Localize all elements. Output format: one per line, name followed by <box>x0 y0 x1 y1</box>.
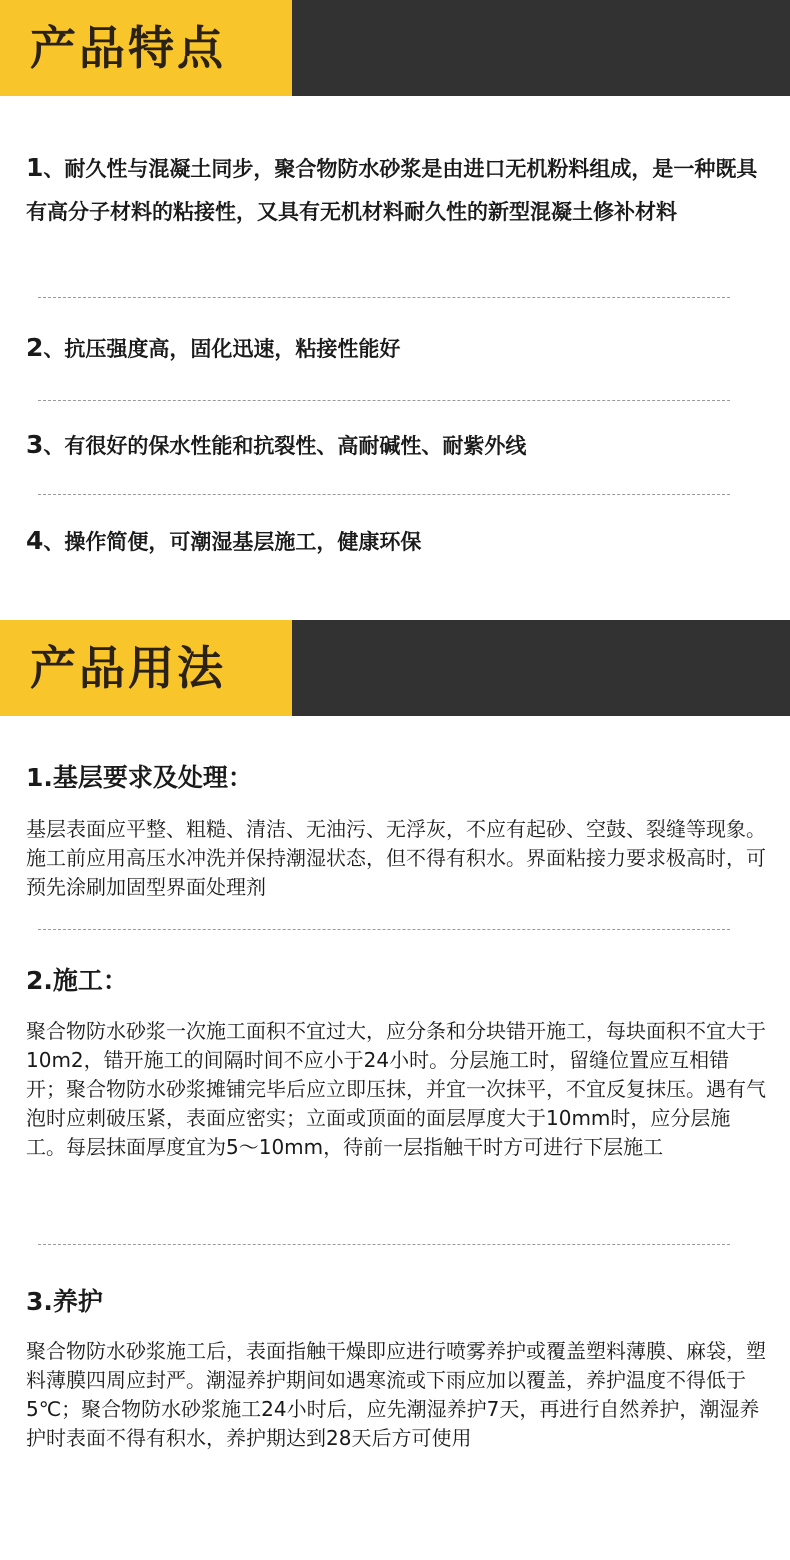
feature-number: 2 <box>26 333 44 362</box>
feature-item-3 <box>26 423 766 468</box>
divider <box>38 929 730 930</box>
divider <box>38 1244 730 1245</box>
banner-dark-block <box>292 620 790 716</box>
divider <box>38 494 730 495</box>
step-heading-3: 3.养护 <box>26 1287 103 1316</box>
feature-text: 、有很好的保水性能和抗裂性、高耐碱性、耐紫外线 <box>43 434 527 458</box>
feature-text: 、抗压强度高，固化迅速，粘接性能好 <box>43 337 401 361</box>
step-text-3: 聚合物防水砂浆施工后，表面指触干燥即应进行喷雾养护或覆盖塑料薄膜、麻袋，塑料薄膜四周应封严。潮湿养护期间如遇寒流或下雨应加以覆盖，养护温度不得低于5℃；聚合物防水砂浆施工24小时后，应先潮湿养护7天，再进行自然养护，潮湿养护时表面不得有积水，养护期达到28天后方可使用 <box>26 1339 766 1450</box>
usage-banner <box>0 620 790 716</box>
feature-text: 、操作简便，可潮湿基层施工，健康环保 <box>43 530 422 554</box>
banner-dark-block <box>292 0 790 96</box>
feature-number: 3 <box>26 430 44 459</box>
step-heading-2: 2.施工： <box>26 966 128 995</box>
step-text-1: 基层表面应平整、粗糙、清洁、无油污、无浮灰，不应有起砂、空鼓、裂缝等现象。施工前应用高压水冲洗并保持潮湿状态，但不得有积水。界面粘接力要求极高时，可预先涂刷加固型界面处理剂 <box>26 817 766 899</box>
divider <box>38 297 730 298</box>
feature-number: 1 <box>26 153 44 182</box>
features-title: 产品特点 <box>30 21 226 75</box>
step-text-2: 聚合物防水砂浆一次施工面积不宜过大，应分条和分块错开施工，每块面积不宜大于10m2，错开施工的间隔时间不应小于24小时。分层施工时，留缝位置应互相错开；聚合物防水砂浆摊铺完毕后应立即压抹，并宜一次抹平，不宜反复抹压。遇有气泡时应刺破压紧，表面应密实；立面或顶面的面层厚度大于10mm时，应分层施工。每层抹面厚度宜为5～10mm，待前一层指触干时方可进行下层施工 <box>26 1019 766 1159</box>
feature-text: 、耐久性与混凝土同步，聚合物防水砂浆是由进口无机粉料组成，是一种既具有高分子材料的粘接性，又具有无机材料耐久性的新型混凝土修补材料 <box>26 157 758 224</box>
step-heading-1: 1.基层要求及处理： <box>26 763 253 792</box>
usage-title: 产品用法 <box>30 641 226 695</box>
feature-item-4 <box>26 519 766 564</box>
features-banner <box>0 0 790 96</box>
feature-number: 4 <box>26 526 44 555</box>
feature-item-1 <box>26 146 766 234</box>
divider <box>38 400 730 401</box>
feature-item-2 <box>26 326 766 371</box>
